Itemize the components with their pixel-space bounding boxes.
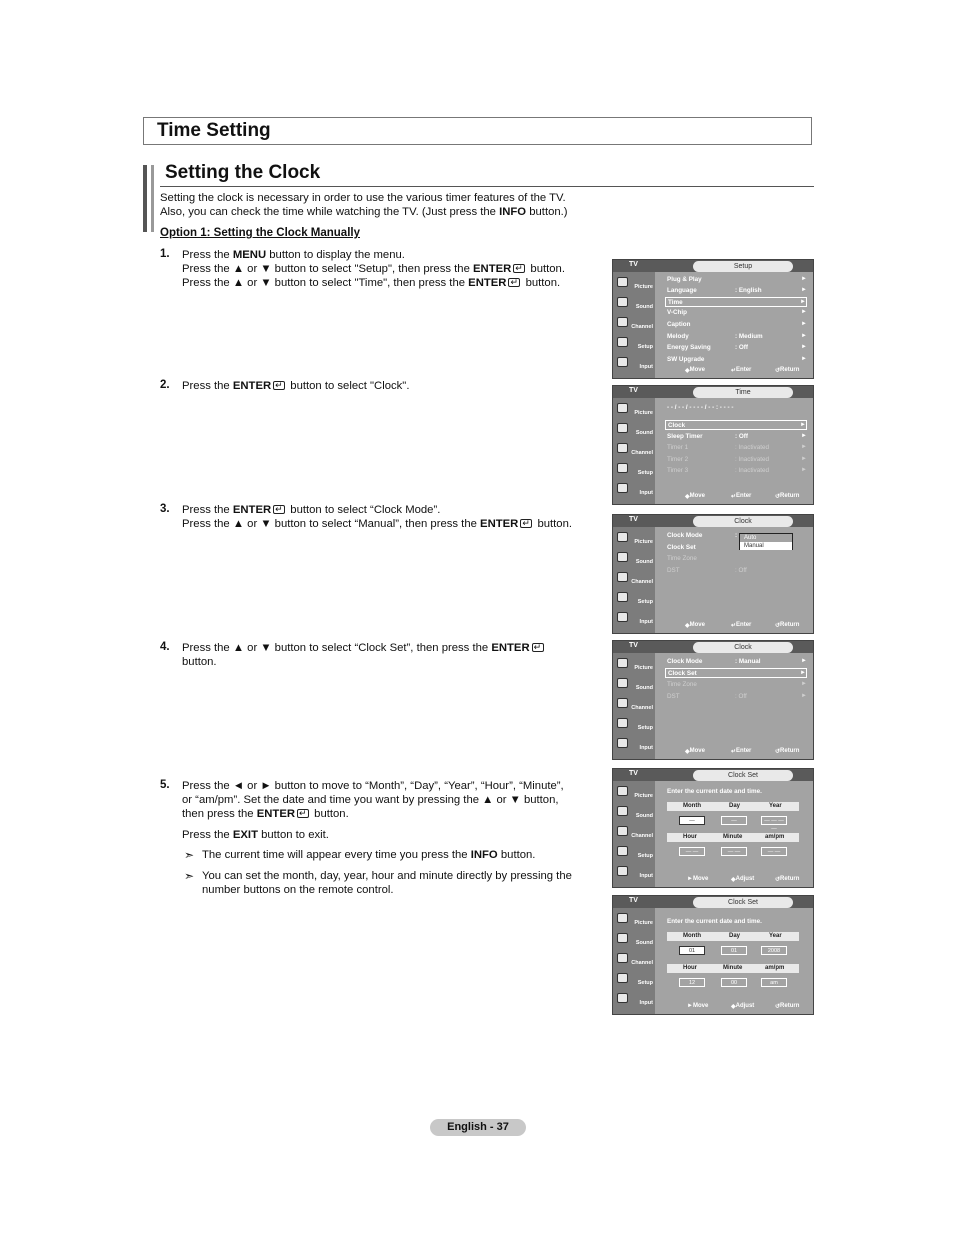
picture-icon bbox=[617, 277, 628, 287]
tv-side-menu: Picture Sound Channel Setup Input bbox=[613, 272, 655, 378]
title-divider bbox=[160, 186, 814, 187]
tv-footer: ◆ Move ↵ Enter ↺ Return bbox=[685, 622, 800, 629]
menu-row-selected: Clock Set ► bbox=[665, 668, 807, 678]
step-text: Press the ENTER↵ button to select "Clock". bbox=[182, 379, 409, 393]
channel-icon bbox=[617, 953, 628, 963]
dropdown-option[interactable]: Auto bbox=[744, 535, 757, 541]
step-text: Press the ◄ or ► button to move to “Month”, “Day”, “Year”, “Hour”, “Minute”, or “am/pm”. Set the date and time you want by pressing the ▲ or ▼ button, then press the ENTER↵ button. Press the EXIT button to exit. bbox=[182, 779, 564, 842]
tv-screen-clock-set-filled: TV Clock Set Picture Sound Channel Setup Input Enter the current date and time. Month Day Year 01 01 2008 Hour Minute am/pm 12 00 am ► Move ◆ Adjust ↺ Return bbox=[612, 895, 814, 1015]
menu-row: Plug & Play ► bbox=[667, 276, 807, 283]
enter-icon bbox=[273, 381, 285, 390]
step-number: 3. bbox=[160, 503, 170, 515]
picture-icon bbox=[617, 913, 628, 923]
note bbox=[184, 848, 194, 863]
input-icon bbox=[617, 738, 628, 748]
menu-row: Melody : Medium ► bbox=[667, 333, 807, 340]
page-title: Setting the Clock bbox=[165, 162, 321, 183]
section-title: Time Setting bbox=[157, 120, 271, 141]
setup-icon bbox=[617, 463, 628, 473]
menu-row: Language : English ► bbox=[667, 287, 807, 294]
tv-screen-clock-set-empty: TV Clock Set Picture Sound Channel Setup Input Enter the current date and time. Month Day Year — — — — — — Hour Minute am/pm — — — — — — ► Move ◆ Adjust ↺ Return bbox=[612, 768, 814, 888]
ampm-field[interactable]: am bbox=[761, 978, 787, 987]
menu-row: Time Zone ► bbox=[667, 681, 807, 688]
clock-set-prompt: Enter the current date and time. bbox=[667, 788, 762, 795]
ampm-field[interactable]: — — bbox=[761, 847, 787, 856]
channel-icon bbox=[617, 572, 628, 582]
tv-screen-setup: TV Setup Picture Sound Channel Setup Input Plug & Play ► Language : English ► Time ► V-Chip ► Caption ► Melody : Medium ► Energy Saving : Off ► SW Upgrade ► ◆ Move ↵ Enter ↺ Return bbox=[612, 259, 814, 379]
note-arrow-icon: ➣ bbox=[184, 869, 195, 883]
menu-row: Sleep Timer : Off ► bbox=[667, 433, 807, 440]
sound-icon bbox=[617, 933, 628, 943]
setup-icon bbox=[617, 592, 628, 602]
page-number: English - 37 bbox=[430, 1119, 526, 1136]
tv-side-menu: Picture Sound Channel Setup Input bbox=[613, 781, 655, 887]
tv-screen-clock-mode: TV Clock Picture Sound Channel Setup Input Clock Mode : Clock Set Time Zone DST : Off Auto Manual ◆ Move ↵ Enter ↺ Return bbox=[612, 514, 814, 634]
menu-row: Timer 2 : Inactivated ► bbox=[667, 456, 807, 463]
step-text: Press the ENTER↵ button to select “Clock Mode”. Press the ▲ or ▼ button to select “Manual”, then press the ENTER↵ button. bbox=[182, 503, 572, 531]
step-text: Press the ▲ or ▼ button to select “Clock Set”, then press the ENTER↵ button. bbox=[182, 641, 546, 669]
step-number: 1. bbox=[160, 248, 170, 260]
tv-footer: ► Move ◆ Adjust ↺ Return bbox=[687, 1003, 800, 1010]
setup-icon bbox=[617, 973, 628, 983]
screen-title: Clock bbox=[693, 516, 793, 527]
menu-row: Time Zone bbox=[667, 555, 697, 562]
note-text: The current time will appear every time you press the INFO button. bbox=[202, 849, 536, 861]
intro-line: Also, you can check the time while watching the TV. (Just press the INFO button.) bbox=[160, 206, 568, 218]
dropdown-option-selected[interactable]: Manual bbox=[740, 542, 792, 550]
enter-icon bbox=[532, 643, 544, 652]
menu-row: Clock Set bbox=[667, 544, 696, 551]
setup-icon bbox=[617, 337, 628, 347]
year-field[interactable]: — — — — bbox=[761, 816, 787, 825]
hour-field[interactable]: — — bbox=[679, 847, 705, 856]
tv-side-menu: Picture Sound Channel Setup Input bbox=[613, 908, 655, 1014]
sound-icon bbox=[617, 552, 628, 562]
clock-set-prompt: Enter the current date and time. bbox=[667, 918, 762, 925]
tv-screen-clock-manual: TV Clock Picture Sound Channel Setup Input Clock Mode : Manual ► Clock Set ► Time Zone ► DST : Off ► ◆ Move ↵ Enter ↺ Return bbox=[612, 640, 814, 760]
note-arrow-icon: ➣ bbox=[184, 848, 195, 862]
day-field[interactable]: — bbox=[721, 816, 747, 825]
input-icon bbox=[617, 357, 628, 367]
date-header: Month Day Year bbox=[667, 802, 799, 811]
time-header: Hour Minute am/pm bbox=[667, 833, 799, 842]
sound-icon bbox=[617, 678, 628, 688]
enter-icon bbox=[513, 264, 525, 273]
intro-paragraph bbox=[160, 191, 600, 219]
tv-footer: ◆ Move ↵ Enter ↺ Return bbox=[685, 748, 800, 755]
enter-icon bbox=[297, 809, 309, 818]
time-header: Hour Minute am/pm bbox=[667, 964, 799, 973]
note-text: You can set the month, day, year, hour and minute directly by pressing the number buttons on the remote control. bbox=[202, 870, 572, 896]
month-field[interactable]: — bbox=[679, 816, 705, 825]
option-heading: Option 1: Setting the Clock Manually bbox=[160, 227, 360, 239]
menu-row: Timer 3 : Inactivated ► bbox=[667, 467, 807, 474]
menu-row: Timer 1 : Inactivated ► bbox=[667, 444, 807, 451]
menu-row: DST : Off ► bbox=[667, 693, 807, 700]
step-number: 5. bbox=[160, 779, 170, 791]
menu-row: Clock Mode : bbox=[667, 532, 738, 539]
picture-icon bbox=[617, 403, 628, 413]
step-number: 4. bbox=[160, 641, 170, 653]
accent-bar bbox=[143, 165, 147, 232]
channel-icon bbox=[617, 698, 628, 708]
datetime-display: - - / - - / - - - - / - - : - - - - bbox=[667, 404, 734, 411]
year-field[interactable]: 2008 bbox=[761, 946, 787, 955]
enter-icon bbox=[273, 505, 285, 514]
tv-screen-time: TV Time Picture Sound Channel Setup Input - - / - - / - - - - / - - : - - - - Clock ► Sleep Timer : Off ► Timer 1 : Inactivated ► Timer 2 : Inactivated ► Timer 3 : Inactivated ► ◆ Move ↵ Enter ↺ Return bbox=[612, 385, 814, 505]
minute-field[interactable]: — — bbox=[721, 847, 747, 856]
date-header: Month Day Year bbox=[667, 932, 799, 941]
screen-title: Clock bbox=[693, 642, 793, 653]
input-icon bbox=[617, 483, 628, 493]
menu-row: DST : Off bbox=[667, 567, 747, 574]
step-text: Press the MENU button to display the menu. Press the ▲ or ▼ button to select "Setup", then press the ENTER↵ button. Press the ▲ or ▼ button to select "Time", then press the ENTER↵ button. bbox=[182, 248, 565, 290]
tv-footer: ► Move ◆ Adjust ↺ Return bbox=[687, 876, 800, 883]
tv-side-menu: Picture Sound Channel Setup Input bbox=[613, 527, 655, 633]
input-icon bbox=[617, 993, 628, 1003]
enter-icon bbox=[520, 519, 532, 528]
menu-row: Clock Mode : Manual ► bbox=[667, 658, 807, 665]
picture-icon bbox=[617, 532, 628, 542]
sound-icon bbox=[617, 806, 628, 816]
accent-bar bbox=[151, 165, 154, 232]
note bbox=[184, 869, 194, 884]
month-field[interactable]: 01 bbox=[679, 946, 705, 955]
menu-row: V-Chip ► bbox=[667, 309, 807, 316]
setup-icon bbox=[617, 846, 628, 856]
screen-title: Time bbox=[693, 387, 793, 398]
day-field[interactable]: 01 bbox=[721, 946, 747, 955]
tv-side-menu: Picture Sound Channel Setup Input bbox=[613, 653, 655, 759]
tv-footer: ◆ Move ↵ Enter ↺ Return bbox=[685, 367, 800, 374]
channel-icon bbox=[617, 443, 628, 453]
intro-line: Setting the clock is necessary in order to use the various timer features of the TV. bbox=[160, 192, 566, 204]
setup-icon bbox=[617, 718, 628, 728]
minute-field[interactable]: 00 bbox=[721, 978, 747, 987]
step-number: 2. bbox=[160, 379, 170, 391]
channel-icon bbox=[617, 826, 628, 836]
enter-icon bbox=[508, 278, 520, 287]
menu-row: Energy Saving : Off ► bbox=[667, 344, 807, 351]
menu-row: Caption ► bbox=[667, 321, 807, 328]
picture-icon bbox=[617, 786, 628, 796]
input-icon bbox=[617, 612, 628, 622]
screen-title: Clock Set bbox=[693, 897, 793, 908]
picture-icon bbox=[617, 658, 628, 668]
tv-footer: ◆ Move ↵ Enter ↺ Return bbox=[685, 493, 800, 500]
screen-title: Setup bbox=[693, 261, 793, 272]
menu-row: SW Upgrade ► bbox=[667, 356, 807, 363]
channel-icon bbox=[617, 317, 628, 327]
screen-title: Clock Set bbox=[693, 770, 793, 781]
tv-side-menu: Picture Sound Channel Setup Input bbox=[613, 398, 655, 504]
hour-field[interactable]: 12 bbox=[679, 978, 705, 987]
sound-icon bbox=[617, 423, 628, 433]
menu-row-selected: Clock ► bbox=[665, 420, 807, 430]
input-icon bbox=[617, 866, 628, 876]
clock-mode-dropdown[interactable] bbox=[739, 533, 793, 550]
sound-icon bbox=[617, 297, 628, 307]
menu-row-selected: Time ► bbox=[665, 297, 807, 307]
